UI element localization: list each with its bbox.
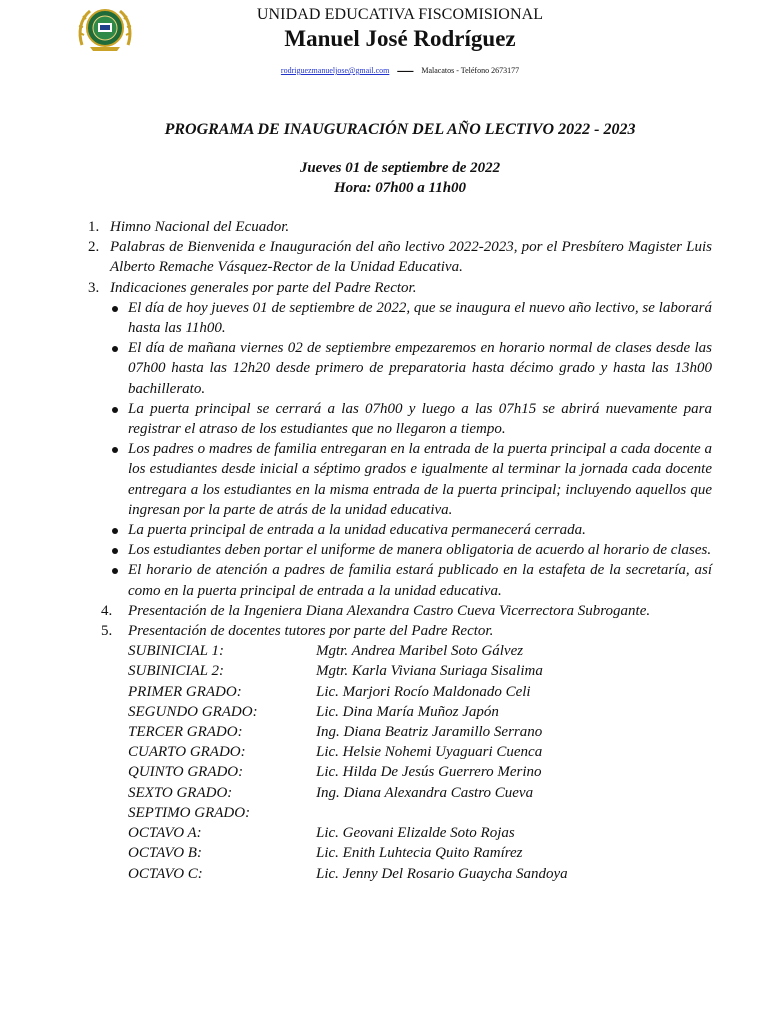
program-body bbox=[88, 217, 712, 884]
tutor-row bbox=[128, 803, 712, 823]
tutor-row bbox=[128, 722, 712, 742]
institution-name: Manuel José Rodríguez bbox=[284, 26, 516, 51]
grade-label: TERCER GRADO: bbox=[128, 724, 243, 741]
separator-dash: — bbox=[397, 62, 414, 79]
bullet-text: El día de mañana viernes 02 de septiembre empezaremos en horario normal de clases desde las 07h00 hasta las 12h20 desde primero de preparatoria hasta décimo grado y hasta las 13h00 bachillerato. bbox=[128, 340, 712, 397]
general-instructions-list bbox=[110, 298, 712, 601]
teacher-name: Lic. Hilda De Jesús Guerrero Merino bbox=[316, 764, 542, 781]
item-number: 3. bbox=[88, 279, 100, 296]
event-date: Jueves 01 de septiembre de 2022 bbox=[299, 160, 501, 176]
teacher-name: Mgtr. Andrea Maribel Soto Gálvez bbox=[316, 643, 524, 660]
program-item bbox=[88, 237, 712, 277]
program-item bbox=[88, 601, 712, 621]
email-link[interactable]: rodriguezmanueljose@gmail.com bbox=[280, 66, 390, 75]
bullet-item bbox=[110, 439, 712, 520]
item-number: 1. bbox=[88, 219, 100, 235]
tutor-row bbox=[128, 661, 712, 681]
bullet-item bbox=[110, 399, 712, 439]
program-item bbox=[88, 621, 712, 884]
item-text: Himno Nacional del Ecuador. bbox=[110, 219, 290, 235]
bullet-text: El día de hoy jueves 01 de septiembre de 2022, que se inaugura el nuevo año lectivo, se laborará hasta las 11h00. bbox=[128, 299, 712, 337]
teacher-name: Lic. Enith Luhtecia Quito Ramírez bbox=[316, 845, 523, 862]
grade-label: QUINTO GRADO: bbox=[128, 764, 244, 781]
bullet-icon bbox=[112, 346, 118, 352]
bullet-text: La puerta principal se cerrará a las 07h00 y luego a las 07h15 se abrirá nuevamente para registrar el atraso de los estudiantes que no llegaron a tiempo. bbox=[128, 400, 712, 438]
item-text: Presentación de la Ingeniera Diana Alexandra Castro Cueva Vicerrectora Subrogante. bbox=[128, 602, 651, 619]
tutor-row bbox=[128, 641, 712, 661]
event-date-block bbox=[0, 158, 768, 198]
teacher-name: Lic. Helsie Nohemi Uyaguari Cuenca bbox=[316, 744, 543, 761]
item-text: Presentación de docentes tutores por parte del Padre Rector. bbox=[128, 623, 494, 640]
teacher-name: Lic. Jenny Del Rosario Guaycha Sandoya bbox=[316, 865, 568, 882]
item-number: 5. bbox=[101, 623, 113, 640]
tutor-row bbox=[128, 682, 712, 702]
bullet-item bbox=[110, 560, 712, 600]
bullet-text: Los padres o madres de familia entregaran en la entrada de la puerta principal a cada docente a los estudiantes desde inicial a séptimo grados e igualmente al terminar la jornada cada docente entregara a los estudiantes en la misma entrada de la puerta principal; incluyendo aquellos que ingresan por la parte de atrás de la unidad educativa. bbox=[128, 441, 712, 518]
bullet-text: Los estudiantes deben portar el uniforme de manera obligatoria de acuerdo al horario de clases. bbox=[128, 542, 712, 559]
bullet-icon bbox=[112, 528, 118, 534]
tutor-row bbox=[128, 864, 712, 884]
bullet-icon bbox=[112, 568, 118, 574]
grade-label: SEGUNDO GRADO: bbox=[128, 703, 258, 720]
teacher-name: Ing. Diana Beatriz Jaramillo Serrano bbox=[316, 724, 543, 741]
item-text: Indicaciones generales por parte del Padre Rector. bbox=[110, 279, 417, 296]
tutor-list bbox=[128, 641, 712, 883]
bullet-icon bbox=[112, 407, 118, 413]
document-title: PROGRAMA DE INAUGURACIÓN DEL AÑO LECTIVO 2022 - 2023 bbox=[164, 121, 636, 138]
location-phone: Malacatos - Teléfono 2673177 bbox=[421, 66, 520, 75]
tutor-row bbox=[128, 843, 712, 863]
bullet-item bbox=[110, 298, 712, 338]
program-list bbox=[88, 217, 712, 884]
tutor-row bbox=[128, 762, 712, 782]
program-item bbox=[88, 278, 712, 601]
bullet-icon bbox=[112, 447, 118, 453]
grade-label: SUBINICIAL 2: bbox=[128, 663, 224, 680]
institution-type: UNIDAD EDUCATIVA FISCOMISIONAL bbox=[256, 6, 544, 23]
teacher-name: Lic. Marjori Rocío Maldonado Celi bbox=[316, 683, 531, 700]
bullet-text: El horario de atención a padres de familia estará publicado en la estafeta de la secretaría, así como en la puerta principal de entrada a la unidad educativa. bbox=[128, 562, 712, 599]
teacher-name: Mgtr. Karla Viviana Suriaga Sisalima bbox=[316, 663, 543, 680]
program-item bbox=[88, 217, 712, 237]
teacher-name: Lic. Dina María Muñoz Japón bbox=[316, 703, 499, 720]
tutor-row bbox=[128, 783, 712, 803]
grade-label: CUARTO GRADO: bbox=[128, 744, 246, 761]
tutor-row bbox=[128, 702, 712, 722]
bullet-item bbox=[110, 520, 712, 540]
grade-label: PRIMER GRADO: bbox=[128, 683, 242, 700]
tutor-row bbox=[128, 742, 712, 762]
event-time: Hora: 07h00 a 11h00 bbox=[333, 180, 467, 196]
teacher-name: Lic. Geovani Elizalde Soto Rojas bbox=[316, 825, 515, 842]
grade-label: OCTAVO A: bbox=[128, 825, 202, 842]
item-text: Palabras de Bienvenida e Inauguración del año lectivo 2022-2023, por el Presbítero Magister Luis Alberto Remache Vásquez-Rector de la Unidad Educativa. bbox=[110, 239, 712, 276]
bullet-icon bbox=[112, 548, 118, 554]
grade-label: SEPTIMO GRADO: bbox=[128, 804, 251, 821]
bullet-item bbox=[110, 540, 712, 560]
grade-label: SEXTO GRADO: bbox=[128, 784, 233, 801]
grade-label: OCTAVO B: bbox=[128, 845, 202, 862]
teacher-name: Ing. Diana Alexandra Castro Cueva bbox=[316, 784, 534, 801]
bullet-icon bbox=[112, 306, 118, 312]
grade-label: SUBINICIAL 1: bbox=[128, 643, 224, 660]
item-number: 4. bbox=[101, 602, 113, 619]
contact-line bbox=[0, 62, 768, 80]
bullet-text: La puerta principal de entrada a la unidad educativa permanecerá cerrada. bbox=[128, 522, 586, 539]
item-number: 2. bbox=[88, 239, 100, 256]
grade-label: OCTAVO C: bbox=[128, 865, 203, 882]
bullet-item bbox=[110, 338, 712, 399]
tutor-row bbox=[128, 823, 712, 843]
